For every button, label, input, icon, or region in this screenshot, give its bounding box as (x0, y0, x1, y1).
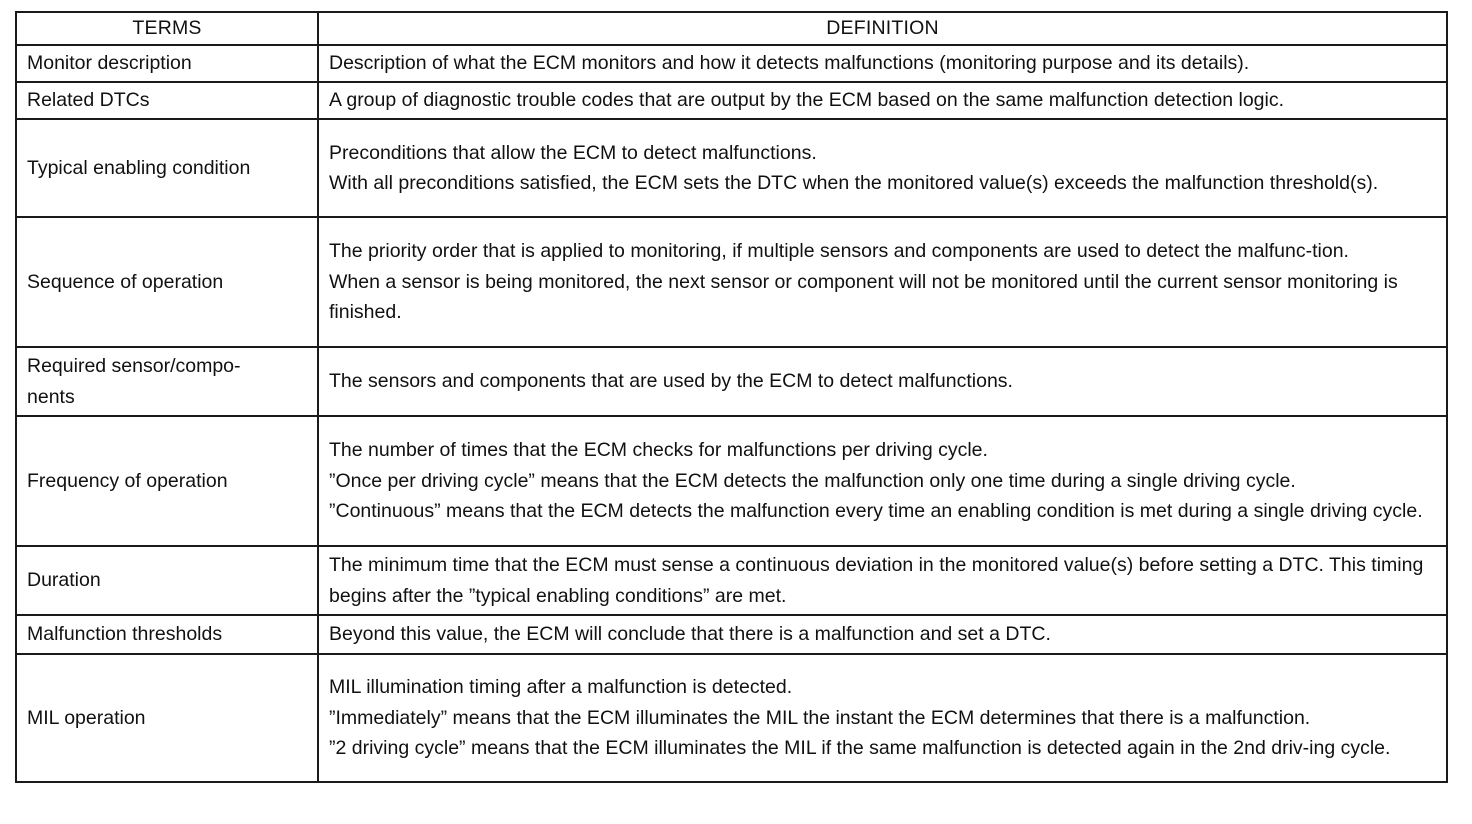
definition-line: Description of what the ECM monitors and how it detects malfunctions (monitoring purpose and its details). (329, 52, 1250, 75)
definition-line: ”Immediately” means that the ECM illuminates the MIL the instant the ECM determines that there is a malfunction. (329, 706, 1311, 729)
definition-cell (318, 347, 1447, 416)
definition-line: The minimum time that the ECM must sense a continuous deviation in the monitored value(s) before setting a DTC. This timing begins after the ”typical enabling conditions” are met. (329, 554, 1424, 607)
definition-header: DEFINITION (318, 12, 1447, 45)
definition-cell (318, 416, 1447, 546)
definition-cell (318, 45, 1447, 82)
table-row (16, 615, 1447, 654)
table-row (16, 347, 1447, 416)
definition-cell (318, 615, 1447, 654)
term-cell: Required sensor/compo-nents (16, 347, 318, 416)
definition-line: Preconditions that allow the ECM to detect malfunctions. (329, 141, 817, 164)
definition-cell (318, 654, 1447, 782)
table-row (16, 546, 1447, 615)
definition-line: With all preconditions satisfied, the ECM sets the DTC when the monitored value(s) exceeds the malfunction threshold(s). (329, 172, 1379, 194)
term-cell: Duration (16, 546, 318, 615)
table-row (16, 119, 1447, 217)
terms-definition-table (15, 11, 1448, 783)
term-cell: Malfunction thresholds (16, 615, 318, 654)
definition-cell (318, 217, 1447, 347)
definition-cell (318, 546, 1447, 615)
definition-line: The number of times that the ECM checks for malfunctions per driving cycle. (329, 439, 988, 462)
definition-line: The sensors and components that are used by the ECM to detect malfunctions. (329, 370, 1013, 393)
definition-line: Beyond this value, the ECM will conclude that there is a malfunction and set a DTC. (329, 623, 1051, 646)
table-row (16, 416, 1447, 546)
definition-cell (318, 119, 1447, 217)
definition-line: ”2 driving cycle” means that the ECM illuminates the MIL if the same malfunction is detected again in the 2nd driv-ing cycle. (329, 737, 1391, 760)
term-cell: MIL operation (16, 654, 318, 782)
definition-line: ”Continuous” means that the ECM detects the malfunction every time an enabling condition is met during a single driving cycle. (329, 500, 1423, 523)
definition-line: ”Once per driving cycle” means that the ECM detects the malfunction only one time during a single driving cycle. (329, 469, 1296, 492)
terms-header: TERMS (16, 12, 318, 45)
definition-line: A group of diagnostic trouble codes that are output by the ECM based on the same malfunction detection logic. (329, 89, 1285, 112)
header-row (16, 12, 1447, 45)
definition-line: The priority order that is applied to monitoring, if multiple sensors and components are used to detect the malfunc-tion. (329, 240, 1349, 263)
definition-cell (318, 82, 1447, 119)
term-cell: Monitor description (16, 45, 318, 82)
term-cell: Typical enabling condition (16, 119, 318, 217)
term-cell: Frequency of operation (16, 416, 318, 546)
term-cell: Sequence of operation (16, 217, 318, 347)
table-row (16, 654, 1447, 782)
table-row (16, 217, 1447, 347)
table-row (16, 45, 1447, 82)
definition-line: MIL illumination timing after a malfunction is detected. (329, 676, 793, 699)
term-cell: Related DTCs (16, 82, 318, 119)
definition-line: When a sensor is being monitored, the next sensor or component will not be monitored until the current sensor monitoring is finished. (329, 270, 1398, 324)
table-row (16, 82, 1447, 119)
